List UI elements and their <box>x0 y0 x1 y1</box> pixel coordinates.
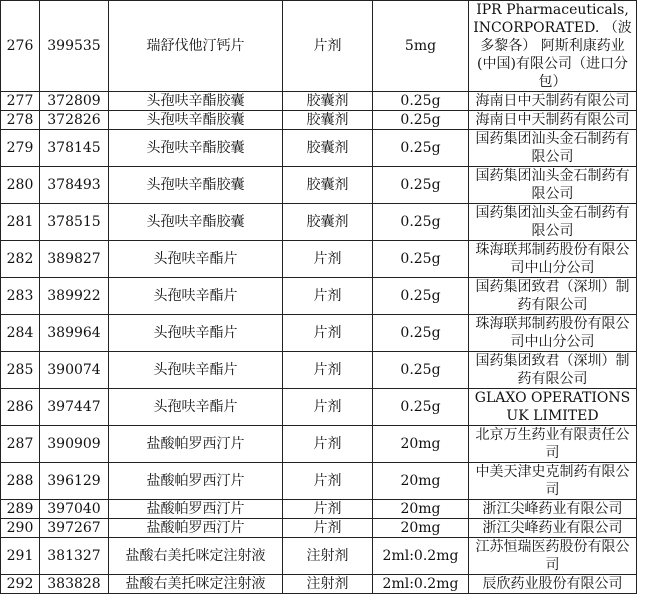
table-row <box>1 167 637 204</box>
drug-name: 盐酸右美托咪定注射液 <box>109 575 283 594</box>
manufacturer: IPR Pharmaceuticals, INCORPORATED. （波多黎各） 阿斯利康药业(中国)有限公司（进口分包） <box>469 1 637 92</box>
row-number: 276 <box>1 1 40 92</box>
specification: 0.25g <box>373 92 469 111</box>
specification: 0.25g <box>373 278 469 315</box>
drug-code: 389964 <box>40 315 109 352</box>
drug-code: 397267 <box>40 519 109 538</box>
dosage-form: 胶囊剂 <box>283 92 373 111</box>
dosage-form: 片剂 <box>283 500 373 519</box>
dosage-form: 胶囊剂 <box>283 111 373 130</box>
row-number: 285 <box>1 352 40 389</box>
drug-name: 头孢呋辛酯胶囊 <box>109 111 283 130</box>
drug-name: 盐酸帕罗西汀片 <box>109 426 283 463</box>
row-number: 286 <box>1 389 40 426</box>
drug-code: 397040 <box>40 500 109 519</box>
specification: 2ml:0.2mg <box>373 575 469 594</box>
manufacturer: 辰欣药业股份有限公司 <box>469 575 637 594</box>
manufacturer: 国药集团汕头金石制药有限公司 <box>469 167 637 204</box>
specification: 20mg <box>373 519 469 538</box>
drug-name: 盐酸帕罗西汀片 <box>109 463 283 500</box>
specification: 20mg <box>373 463 469 500</box>
row-number: 284 <box>1 315 40 352</box>
dosage-form: 片剂 <box>283 426 373 463</box>
dosage-form: 片剂 <box>283 241 373 278</box>
manufacturer: 浙江尖峰药业有限公司 <box>469 519 637 538</box>
manufacturer: 北京万生药业有限责任公司 <box>469 426 637 463</box>
dosage-form: 注射剂 <box>283 575 373 594</box>
table-row <box>1 519 637 538</box>
manufacturer: 浙江尖峰药业有限公司 <box>469 500 637 519</box>
drug-name: 头孢呋辛酯片 <box>109 278 283 315</box>
drug-name: 头孢呋辛酯片 <box>109 389 283 426</box>
row-number: 287 <box>1 426 40 463</box>
drug-code: 397447 <box>40 389 109 426</box>
dosage-form: 注射剂 <box>283 538 373 575</box>
specification: 2ml:0.2mg <box>373 538 469 575</box>
table-row <box>1 111 637 130</box>
drug-code: 378515 <box>40 204 109 241</box>
table-row <box>1 130 637 167</box>
row-number: 278 <box>1 111 40 130</box>
manufacturer: 江苏恒瑞医药股份有限公司 <box>469 538 637 575</box>
drug-code: 372826 <box>40 111 109 130</box>
row-number: 289 <box>1 500 40 519</box>
specification: 0.25g <box>373 130 469 167</box>
drug-code: 378145 <box>40 130 109 167</box>
table-row <box>1 278 637 315</box>
dosage-form: 胶囊剂 <box>283 167 373 204</box>
manufacturer: 国药集团汕头金石制药有限公司 <box>469 204 637 241</box>
table-row <box>1 575 637 594</box>
specification: 20mg <box>373 426 469 463</box>
dosage-form: 片剂 <box>283 519 373 538</box>
row-number: 280 <box>1 167 40 204</box>
manufacturer: 国药集团汕头金石制药有限公司 <box>469 130 637 167</box>
row-number: 291 <box>1 538 40 575</box>
table-row <box>1 352 637 389</box>
drug-name: 头孢呋辛酯胶囊 <box>109 204 283 241</box>
specification: 0.25g <box>373 389 469 426</box>
table-row <box>1 500 637 519</box>
row-number: 281 <box>1 204 40 241</box>
drug-name: 头孢呋辛酯片 <box>109 315 283 352</box>
row-number: 283 <box>1 278 40 315</box>
drug-code: 378493 <box>40 167 109 204</box>
drug-name: 头孢呋辛酯胶囊 <box>109 130 283 167</box>
dosage-form: 片剂 <box>283 352 373 389</box>
manufacturer: 海南日中天制药有限公司 <box>469 111 637 130</box>
manufacturer: 国药集团致君（深圳）制药有限公司 <box>469 278 637 315</box>
drug-code: 389922 <box>40 278 109 315</box>
specification: 0.25g <box>373 315 469 352</box>
manufacturer: 海南日中天制药有限公司 <box>469 92 637 111</box>
table-row <box>1 426 637 463</box>
manufacturer: 珠海联邦制药股份有限公司中山分公司 <box>469 315 637 352</box>
table-row <box>1 1 637 92</box>
table-row <box>1 92 637 111</box>
specification: 0.25g <box>373 352 469 389</box>
drug-name: 头孢呋辛酯胶囊 <box>109 92 283 111</box>
drug-code: 396129 <box>40 463 109 500</box>
manufacturer: GLAXO OPERATIONS UK LIMITED <box>469 389 637 426</box>
dosage-form: 片剂 <box>283 315 373 352</box>
table-row <box>1 241 637 278</box>
table-row <box>1 463 637 500</box>
table-row <box>1 389 637 426</box>
drug-code: 383828 <box>40 575 109 594</box>
manufacturer: 中美天津史克制药有限公司 <box>469 463 637 500</box>
row-number: 282 <box>1 241 40 278</box>
drug-code: 390074 <box>40 352 109 389</box>
drug-name: 瑞舒伐他汀钙片 <box>109 1 283 92</box>
drug-code: 381327 <box>40 538 109 575</box>
drug-code: 399535 <box>40 1 109 92</box>
drug-name: 盐酸帕罗西汀片 <box>109 500 283 519</box>
row-number: 288 <box>1 463 40 500</box>
drug-code: 389827 <box>40 241 109 278</box>
specification: 0.25g <box>373 167 469 204</box>
drug-code: 372809 <box>40 92 109 111</box>
table-row <box>1 315 637 352</box>
row-number: 277 <box>1 92 40 111</box>
row-number: 292 <box>1 575 40 594</box>
specification: 0.25g <box>373 241 469 278</box>
drug-name: 头孢呋辛酯胶囊 <box>109 167 283 204</box>
dosage-form: 片剂 <box>283 278 373 315</box>
row-number: 279 <box>1 130 40 167</box>
table-row <box>1 538 637 575</box>
manufacturer: 国药集团致君（深圳）制药有限公司 <box>469 352 637 389</box>
dosage-form: 片剂 <box>283 1 373 92</box>
drug-name: 头孢呋辛酯片 <box>109 352 283 389</box>
specification: 20mg <box>373 500 469 519</box>
drug-name: 头孢呋辛酯片 <box>109 241 283 278</box>
drug-name: 盐酸帕罗西汀片 <box>109 519 283 538</box>
dosage-form: 胶囊剂 <box>283 204 373 241</box>
drug-name: 盐酸右美托咪定注射液 <box>109 538 283 575</box>
specification: 5mg <box>373 1 469 92</box>
drug-code: 390909 <box>40 426 109 463</box>
manufacturer: 珠海联邦制药股份有限公司中山分公司 <box>469 241 637 278</box>
dosage-form: 胶囊剂 <box>283 130 373 167</box>
table-row <box>1 204 637 241</box>
dosage-form: 片剂 <box>283 389 373 426</box>
specification: 0.25g <box>373 111 469 130</box>
row-number: 290 <box>1 519 40 538</box>
dosage-form: 片剂 <box>283 463 373 500</box>
specification: 0.25g <box>373 204 469 241</box>
